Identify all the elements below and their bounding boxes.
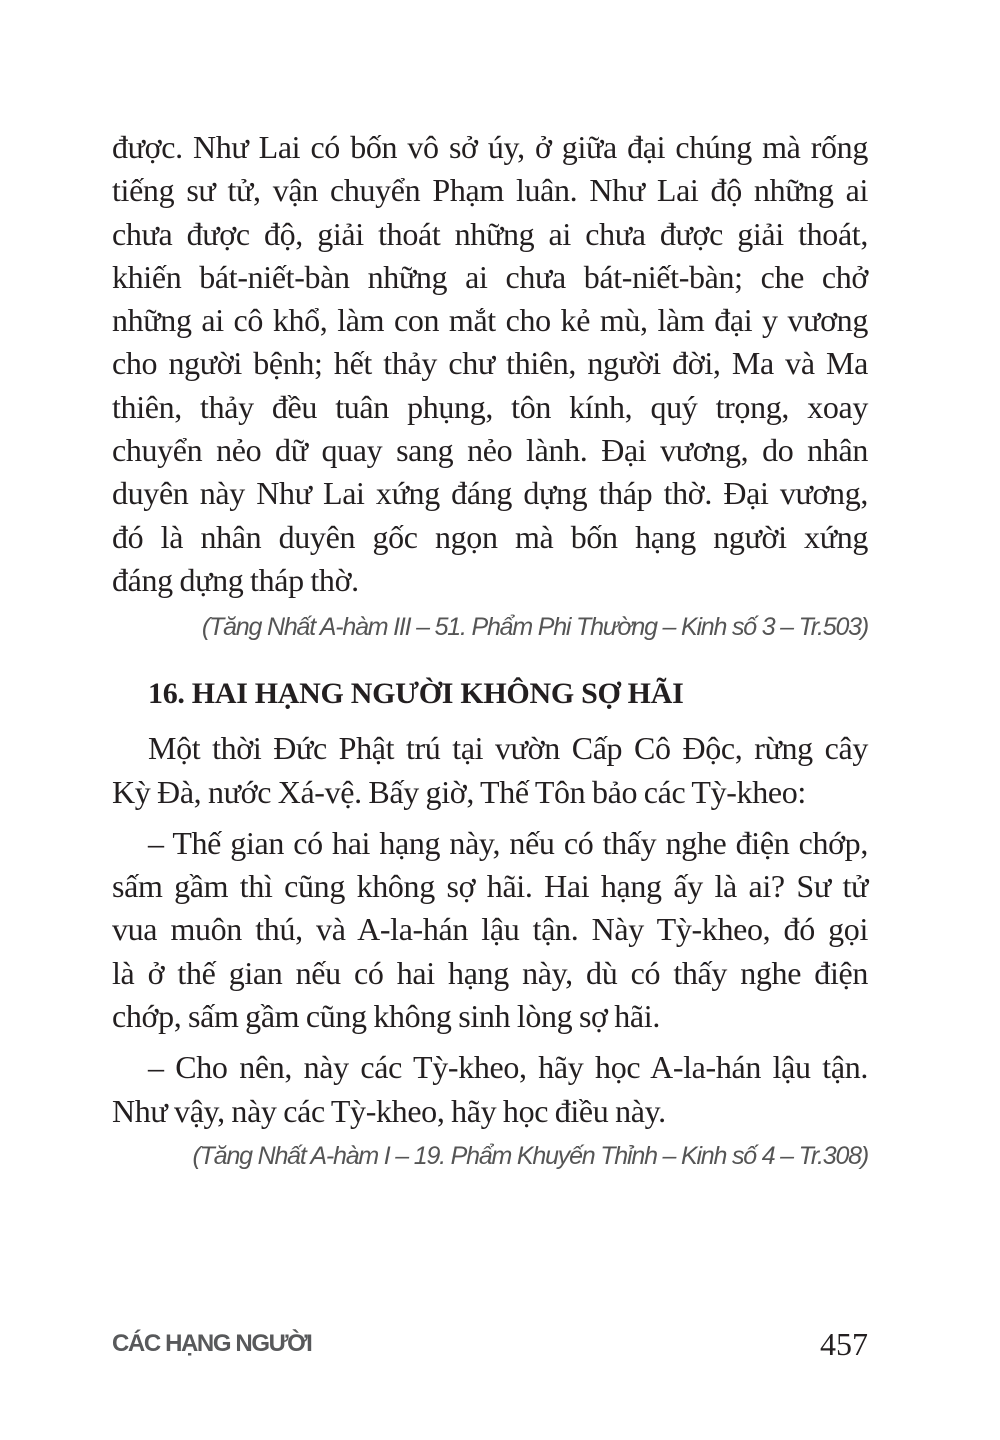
text-line: đó là nhân duyên gốc ngọn mà bốn hạng người xứng xyxy=(112,518,868,555)
text-line: cho người bệnh; hết thảy chư thiên, người đời, Ma và Ma xyxy=(112,345,868,382)
text-line: chuyển nẻo dữ quay sang nẻo lành. Đại vương, do nhân xyxy=(112,432,868,469)
text-line: khiến bát-niết-bàn những ai chưa bát-niết-bàn; che chở xyxy=(112,258,868,295)
text-line: – Cho nên, này các Tỳ-kheo, hãy học A-la-hán lậu tận. xyxy=(148,1049,868,1086)
text-line: là ở thế gian nếu có hai hạng này, dù có thấy nghe điện xyxy=(112,954,868,991)
text-line: chớp, sấm gầm cũng không sinh lòng sợ hãi. xyxy=(112,998,660,1035)
text-line: sấm gầm thì cũng không sợ hãi. Hai hạng ấy là ai? Sư tử xyxy=(112,868,868,905)
text-line: duyên này Như Lai xứng đáng dựng tháp thờ. Đại vương, xyxy=(112,475,868,512)
text-line: chưa được độ, giải thoát những ai chưa được giải thoát, xyxy=(112,215,868,252)
source-citation: (Tăng Nhất A-hàm I – 19. Phẩm Khuyến Thỉnh – Kinh số 4 – Tr.308) xyxy=(192,1141,868,1170)
page-footer xyxy=(112,1326,868,1366)
text-line: – Thế gian có hai hạng này, nếu có thấy nghe điện chớp, xyxy=(148,824,868,861)
page-content xyxy=(112,126,868,1173)
page-number: 457 xyxy=(820,1326,868,1362)
text-line: vua muôn thú, và A-la-hán lậu tận. Này Tỳ-kheo, đó gọi xyxy=(112,911,868,948)
running-head: CÁC HẠNG NGƯỜI xyxy=(112,1330,312,1357)
text-line: tiếng sư tử, vận chuyển Phạm luân. Như Lai độ những ai xyxy=(112,172,868,209)
text-line: Kỳ Đà, nước Xá-vệ. Bấy giờ, Thế Tôn bảo các Tỳ-kheo: xyxy=(112,773,806,810)
text-line: thiên, thảy đều tuân phụng, tôn kính, quý trọng, xoay xyxy=(112,388,868,425)
speech-paragraph xyxy=(112,822,868,1038)
source-citation: (Tăng Nhất A-hàm III – 51. Phẩm Phi Thường – Kinh số 3 – Tr.503) xyxy=(201,613,868,642)
text-line: được. Như Lai có bốn vô sở úy, ở giữa đại chúng mà rống xyxy=(112,129,868,165)
text-line: Một thời Đức Phật trú tại vườn Cấp Cô Độc, rừng cây xyxy=(148,730,868,767)
text-line: Như vậy, này các Tỳ-kheo, hãy học điều này. xyxy=(112,1092,666,1129)
text-line: những ai cô khổ, làm con mắt cho kẻ mù, làm đại y vương xyxy=(112,302,868,339)
speech-paragraph xyxy=(112,1046,868,1133)
intro-paragraph xyxy=(112,727,868,814)
continuation-paragraph xyxy=(112,126,868,602)
text-line: đáng dựng tháp thờ. xyxy=(112,561,359,598)
section-heading: 16. HAI HẠNG NGƯỜI KHÔNG SỢ HÃI xyxy=(148,677,684,711)
